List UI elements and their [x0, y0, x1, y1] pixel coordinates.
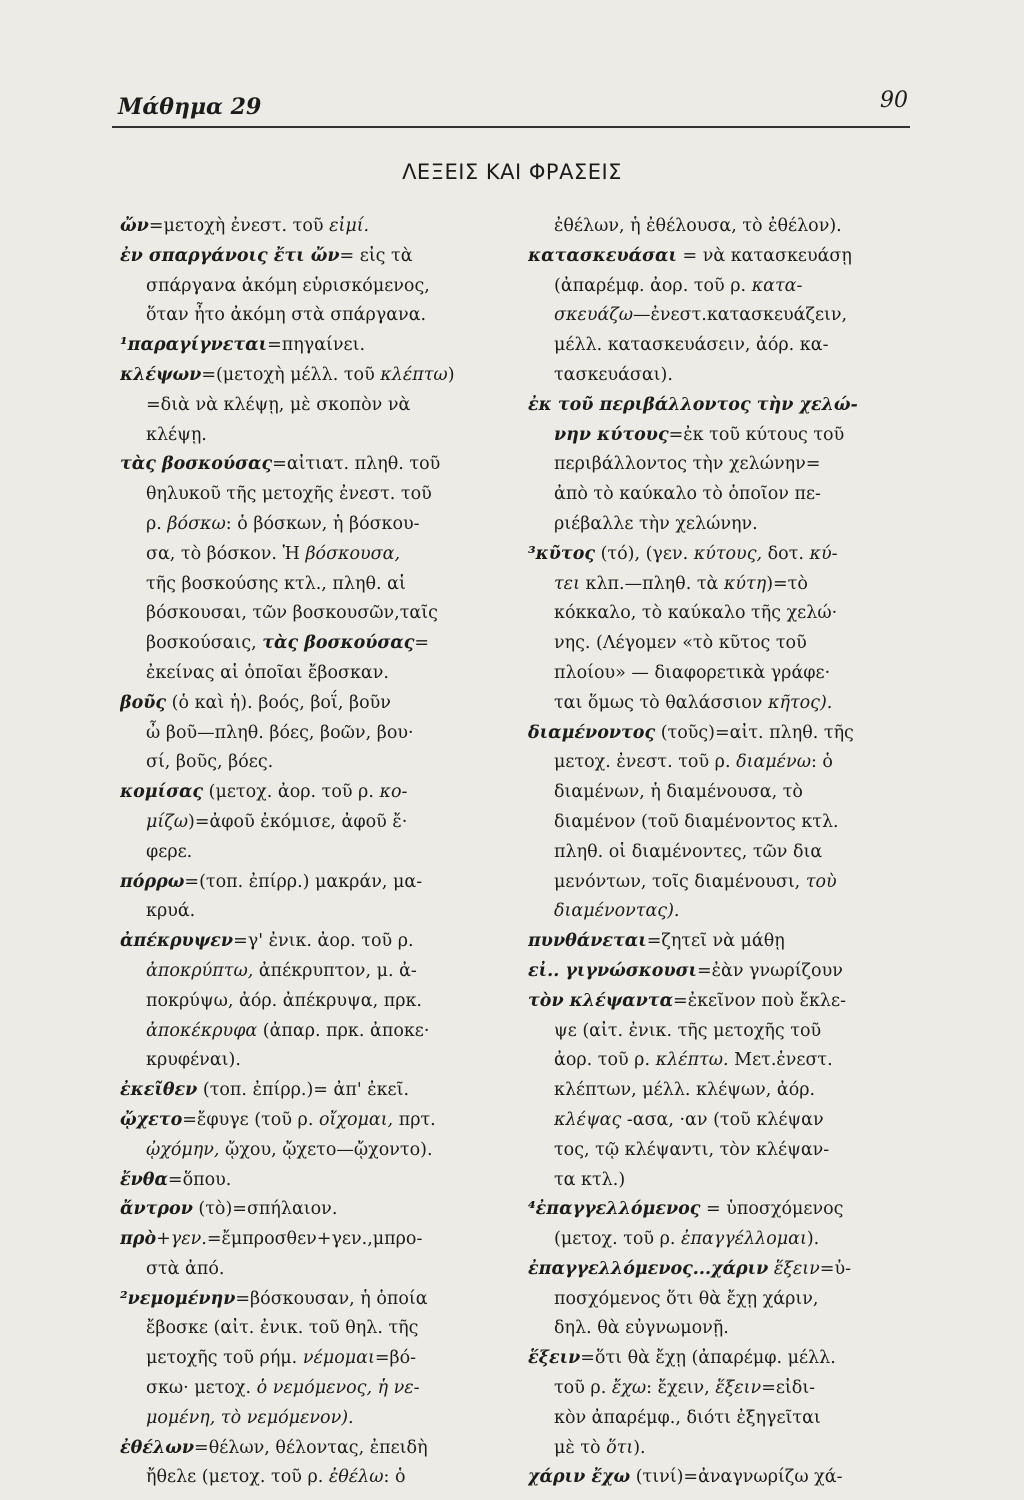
glossary-line: [528, 957, 912, 987]
gloss-text: βόσκουσαι, τῶν βοσκουσῶν,ταῖς: [146, 603, 438, 624]
glossary-line: [120, 987, 504, 1017]
headword: κατασκευάσαι: [528, 245, 677, 266]
glossary-line: [120, 629, 504, 659]
gloss-text: ὅταν ἦτο ἀκόμη στὰ σπάργανα.: [146, 305, 427, 326]
headword: ἐθέλων: [120, 1437, 195, 1458]
glossary-line: [120, 1314, 504, 1344]
gloss-text: κόκκαλο, τὸ καύκαλο τῆς χελώ·: [554, 603, 838, 624]
gloss-text: ἕξειν: [715, 1378, 762, 1399]
gloss-text: ἔχω: [611, 1378, 647, 1399]
gloss-text: ἀποκρύπτω,: [146, 960, 254, 981]
glossary-line: [120, 510, 504, 540]
gloss-text: ): [447, 364, 455, 385]
glossary-line: [528, 748, 912, 778]
gloss-text: εἰμί.: [329, 216, 370, 236]
glossary-line: [528, 570, 912, 600]
glossary-line: [120, 272, 504, 302]
headword: ἐν σπαργάνοις ἔτι ὤν: [120, 245, 340, 266]
gloss-text: θηλυκοῦ τῆς μετοχῆς ἐνεστ. τοῦ: [146, 484, 432, 505]
glossary-line: [528, 868, 912, 898]
gloss-text: =ἔφυγε (τοῦ ρ.: [182, 1109, 319, 1130]
gloss-text: = νὰ κατασκευάσῃ: [676, 245, 852, 266]
glossary-line: [528, 1285, 912, 1315]
glossary-line: [528, 361, 912, 391]
headword: ³κῦτος: [528, 543, 596, 564]
glossary-line: [120, 808, 504, 838]
glossary-line: [120, 1463, 504, 1493]
gloss-text: ἀπὸ τὸ καύκαλο τὸ ὁποῖον πε-: [554, 484, 821, 505]
glossary-line: [120, 659, 504, 689]
gloss-text: (μετοχ. τοῦ ρ.: [554, 1229, 682, 1250]
glossary-left-column: [120, 212, 504, 1493]
glossary-line: [120, 1136, 504, 1166]
glossary-line: [528, 1106, 912, 1136]
headword: κομίσας: [120, 782, 204, 803]
gloss-text: μίζω: [146, 811, 188, 832]
section-title: ΛΕΞΕΙΣ ΚΑΙ ΦΡΑΣΕΙΣ: [402, 160, 622, 184]
glossary-line: [120, 719, 504, 749]
gloss-text: (τὸ)=σπήλαιον.: [192, 1199, 338, 1220]
gloss-text: πλοίου» — διαφορετικὰ γράφε·: [554, 662, 831, 683]
glossary-line: [528, 808, 912, 838]
gloss-text: : ἔχειν,: [646, 1378, 716, 1399]
glossary-line: [528, 1046, 912, 1076]
gloss-text: νης. (Λέγομεν «τὸ κῦτος τοῦ: [554, 633, 807, 654]
glossary-line: [120, 1046, 504, 1076]
glossary-line: [120, 1434, 504, 1464]
glossary-line: [120, 1076, 504, 1106]
glossary-line: [120, 1374, 504, 1404]
glossary-line: [120, 391, 504, 421]
headword: νην κύτους: [554, 424, 669, 445]
headword: τὰς βοσκούσας: [120, 454, 273, 475]
gloss-text: διαμένων, ἡ διαμένουσα, τὸ: [554, 782, 803, 803]
gloss-text: ὦ βοῦ—πληθ. βόες, βοῶν, βου·: [146, 722, 414, 743]
headword: ²νεμομένην: [120, 1288, 236, 1309]
glossary-line: [120, 1106, 504, 1136]
glossary-line: [120, 301, 504, 331]
gloss-text: τοὺ: [805, 871, 837, 892]
glossary-line: [528, 719, 912, 749]
glossary-line: [528, 1344, 912, 1374]
gloss-text: ἐθέλων, ἡ ἐθέλουσα, τὸ ἐθέλον).: [554, 216, 842, 236]
glossary-line: [528, 510, 912, 540]
gloss-text: (ὁ καὶ ἡ). βοός, βοΐ, βοῦν: [166, 692, 391, 713]
glossary-line: [120, 450, 504, 480]
page-header: [118, 88, 908, 128]
glossary-line: [120, 1225, 504, 1255]
headword: εἰ.. γιγνώσκουσι: [528, 960, 697, 981]
gloss-text: σα, τὸ βόσκον. Ἡ: [146, 543, 306, 564]
headword: τὸν κλέψαντα: [528, 990, 674, 1011]
gloss-text: (τινί)=ἀναγνωρίζω χά-: [630, 1467, 843, 1488]
gloss-text: βόσκω: [167, 513, 226, 534]
glossary-line: [120, 1195, 504, 1225]
gloss-text: μομένη, τὸ νεμόμενον).: [146, 1407, 354, 1428]
headword: ᾤχετο: [120, 1109, 183, 1130]
gloss-text: κλέπτω.: [655, 1050, 729, 1071]
glossary-line: [528, 450, 912, 480]
headword: πόρρω: [120, 871, 185, 892]
gloss-text: =βό-: [374, 1348, 417, 1369]
gloss-text: : ὁ: [383, 1467, 406, 1488]
headword: ἄντρον: [120, 1199, 193, 1220]
gloss-text: ται ὅμως τὸ θαλάσσιον: [554, 692, 768, 713]
gloss-text: ὅτι: [606, 1437, 634, 1458]
gloss-text: =εἰδι-: [761, 1378, 816, 1399]
glossary-line: [528, 1314, 912, 1344]
glossary-line: [120, 421, 504, 451]
gloss-text: κλπ.—πληθ. τὰ: [579, 573, 724, 594]
glossary-line: [528, 778, 912, 808]
headword: πυνθάνεται: [528, 931, 647, 952]
gloss-text: =ἐκεῖνον ποὺ ἔκλε-: [673, 990, 846, 1011]
glossary-line: [528, 1463, 912, 1493]
headword: ἕξειν: [528, 1348, 581, 1369]
glossary-right-column: [528, 212, 912, 1493]
gloss-text: κλέψας: [554, 1109, 622, 1130]
gloss-text: )=ἀφοῦ ἐκόμισε, ἀφοῦ ἔ·: [188, 811, 408, 832]
gloss-text: (τοπ. ἐπίρρ.)= ἀπ' ἐκεῖ.: [197, 1080, 410, 1101]
gloss-text: κατα-: [751, 275, 803, 296]
gloss-text: ).: [633, 1437, 646, 1458]
glossary-line: [120, 778, 504, 808]
gloss-text: διαμένοντας).: [554, 901, 680, 922]
gloss-text: ἐθέλω: [328, 1467, 384, 1488]
gloss-text: =μετοχὴ ἐνεστ. τοῦ: [148, 216, 330, 236]
headword: ἐπαγγελλόμενος...χάριν: [528, 1258, 769, 1279]
gloss-text: μέλλ. κατασκευάσειν, ἀόρ. κα-: [554, 335, 829, 356]
glossary-line: [528, 1255, 912, 1285]
gloss-text: =ὅτι θὰ ἔχῃ (ἀπαρέμφ. μέλλ.: [580, 1348, 836, 1369]
glossary-line: [120, 748, 504, 778]
headword: βοῦς: [120, 692, 167, 713]
gloss-text: κὸν ἀπαρέμφ., διότι ἐξηγεῖται: [554, 1407, 821, 1428]
headword: ὤν: [120, 216, 149, 236]
gloss-text: σκευάζω: [554, 305, 634, 326]
gloss-text: =ἔμπροσθεν+γεν.,μπρο-: [206, 1229, 423, 1250]
gloss-text: κρυά.: [146, 901, 196, 922]
gloss-text: =αἰτιατ. πληθ. τοῦ: [272, 454, 441, 475]
gloss-text: =ζητεῖ νὰ μάθῃ: [646, 931, 785, 952]
gloss-text: ποκρύψω, ἀόρ. ἀπέκρυψα, πρκ.: [146, 990, 422, 1011]
headword: ⁴ἐπαγγελλόμενος: [528, 1199, 701, 1220]
gloss-text: ψε (αἰτ. ἐνικ. τῆς μετοχῆς τοῦ: [554, 1020, 822, 1041]
glossary-line: [528, 272, 912, 302]
glossary-line: [528, 1017, 912, 1047]
gloss-text: =διὰ νὰ κλέψῃ, μὲ σκοπὸν νὰ: [146, 394, 411, 415]
gloss-text: ).: [806, 1229, 820, 1250]
headword: ἀπέκρυψεν: [120, 931, 234, 952]
gloss-text: κο-: [379, 782, 408, 803]
gloss-text: = εἰς τὰ: [339, 245, 413, 266]
glossary-line: [120, 838, 504, 868]
glossary-line: [120, 480, 504, 510]
gloss-text: πληθ. οἱ διαμένοντες, τῶν δια: [554, 841, 823, 862]
gloss-text: δοτ.: [762, 543, 810, 564]
gloss-text: =βόσκουσαν, ἡ ὁποία: [235, 1288, 428, 1309]
glossary-line: [120, 1404, 504, 1434]
glossary-line: [120, 212, 504, 242]
gloss-text: ὁ νεμόμενος, ἡ νε-: [256, 1378, 420, 1399]
gloss-text: (τό), (γεν.: [595, 543, 694, 564]
glossary-line: [528, 599, 912, 629]
gloss-text: κρυφέναι).: [146, 1050, 241, 1071]
gloss-text: μετοχ. ἐνεστ. τοῦ ρ.: [554, 752, 737, 773]
glossary-line: [528, 659, 912, 689]
gloss-text: =θέλων, θέλοντας, ἐπειδὴ: [194, 1437, 428, 1458]
gloss-text: : ὁ βόσκων, ἡ βόσκου-: [225, 513, 420, 534]
gloss-text: +: [156, 1229, 171, 1250]
headword: ἐκ τοῦ περιβάλλοντος τὴν χελώ-: [528, 394, 858, 415]
glossary-line: [528, 1195, 912, 1225]
glossary-line: [528, 897, 912, 927]
headword: πρὸ: [120, 1229, 157, 1250]
glossary-line: [120, 1166, 504, 1196]
gloss-text: ἀορ. τοῦ ρ.: [554, 1050, 656, 1071]
glossary-line: [528, 1225, 912, 1255]
glossary-line: [528, 331, 912, 361]
gloss-text: (ἀπαρέμφ. ἀορ. τοῦ ρ.: [554, 275, 752, 296]
gloss-text: κύτους,: [693, 543, 763, 564]
glossary-line: [528, 540, 912, 570]
gloss-text: κλέπτων, μέλλ. κλέψων, ἀόρ.: [554, 1080, 816, 1101]
gloss-text: ριέβαλλε τὴν χελώνην.: [554, 513, 758, 534]
gloss-text: : ὁ: [810, 752, 833, 773]
gloss-text: κύ-: [809, 543, 838, 564]
gloss-text: τοῦ ρ.: [554, 1378, 612, 1399]
glossary-line: [120, 868, 504, 898]
glossary-line: [528, 301, 912, 331]
gloss-text: μὲ τὸ: [554, 1437, 607, 1458]
glossary-line: [528, 838, 912, 868]
gloss-text: μετοχῆς τοῦ ρήμ.: [146, 1348, 303, 1369]
glossary-line: [120, 361, 504, 391]
glossary-line: [528, 1374, 912, 1404]
gloss-text: =(μετοχὴ μέλλ. τοῦ: [201, 364, 381, 385]
glossary-line: [528, 927, 912, 957]
glossary-line: [528, 212, 912, 242]
glossary-line: [120, 242, 504, 272]
glossary-line: [120, 1017, 504, 1047]
gloss-text: μενόντων, τοῖς διαμένουσι,: [554, 871, 806, 892]
glossary-line: [528, 1136, 912, 1166]
gloss-text: περιβάλλοντος τὴν χελώνην=: [554, 454, 821, 475]
gloss-text: =: [414, 633, 430, 654]
gloss-text: δηλ. θὰ εὐγνωμονῇ.: [554, 1318, 729, 1339]
gloss-text: =πηγαίνει.: [267, 335, 366, 356]
headword: ¹παραγίγνεται: [120, 335, 268, 356]
glossary-line: [120, 540, 504, 570]
gloss-text: τασκευάσαι).: [554, 364, 673, 385]
glossary-line: [120, 599, 504, 629]
gloss-text: )=τὸ: [766, 573, 808, 594]
gloss-text: = ὑποσχόμενος: [700, 1199, 844, 1220]
gloss-text: =γ' ἐνικ. ἀορ. τοῦ ρ.: [233, 931, 414, 952]
glossary-line: [528, 689, 912, 719]
gloss-text: (τοῦς)=αἰτ. πληθ. τῆς: [655, 722, 854, 743]
gloss-text: γεν.: [170, 1229, 207, 1250]
gloss-text: τει: [554, 573, 580, 594]
glossary-line: [120, 897, 504, 927]
gloss-text: βόσκουσα,: [305, 543, 401, 564]
glossary-line: [120, 689, 504, 719]
headword: ἐκεῖθεν: [120, 1080, 198, 1101]
gloss-text: Μετ.ἐνεστ.: [728, 1050, 833, 1071]
glossary-line: [120, 1285, 504, 1315]
glossary-line: [120, 570, 504, 600]
gloss-text: οἴχομαι,: [318, 1109, 394, 1130]
gloss-text: ἤθελε (μετοχ. τοῦ ρ.: [146, 1467, 329, 1488]
gloss-text: βοσκούσαις,: [146, 633, 263, 654]
glossary-line: [528, 1076, 912, 1106]
glossary-line: [528, 987, 912, 1017]
glossary-line: [120, 927, 504, 957]
gloss-text: σκω· μετοχ.: [146, 1378, 257, 1399]
gloss-text: κλέπτω: [380, 364, 448, 385]
page-number: 90: [880, 88, 908, 113]
gloss-text: ρ.: [146, 513, 168, 534]
gloss-text: σί, βοῦς, βόες.: [146, 752, 274, 773]
gloss-text: =ὑ-: [819, 1258, 852, 1279]
gloss-text: ἐκείνας αἱ ὁποῖαι ἔβοσκαν.: [146, 662, 389, 683]
gloss-text: ἀποκέκρυφα: [146, 1020, 258, 1041]
glossary-line: [528, 391, 912, 421]
gloss-text: νέμομαι: [302, 1348, 375, 1369]
gloss-text: διαμένον (τοῦ διαμένοντος κτλ.: [554, 811, 839, 832]
gloss-text: ἐπαγγέλλομαι: [681, 1229, 807, 1250]
lesson-label: Μάθημα 29: [118, 94, 262, 120]
glossary-line: [528, 629, 912, 659]
gloss-text: πρτ.: [393, 1109, 436, 1130]
gloss-text: κλέψῃ.: [146, 424, 207, 445]
glossary-line: [528, 1166, 912, 1196]
gloss-text: στὰ ἀπό.: [146, 1258, 225, 1279]
glossary-line: [528, 1434, 912, 1464]
gloss-text: ἕξειν: [773, 1258, 820, 1279]
headword: τὰς βοσκούσας: [262, 633, 415, 654]
gloss-text: =(τοπ. ἐπίρρ.) μακράν, μα-: [184, 871, 423, 892]
gloss-text: —ἐνεστ.κατασκευάζειν,: [633, 305, 848, 326]
glossary-line: [528, 480, 912, 510]
headword: χάριν ἔχω: [528, 1467, 631, 1488]
glossary-line: [120, 1344, 504, 1374]
glossary-line: [120, 1255, 504, 1285]
headword: κλέψων: [120, 364, 202, 385]
gloss-text: ποσχόμενος ὅτι θὰ ἔχῃ χάριν,: [554, 1288, 819, 1309]
gloss-text: =ὅπου.: [167, 1169, 232, 1190]
gloss-text: τῆς βοσκούσης κτλ., πληθ. αἱ: [146, 573, 406, 594]
glossary-line: [528, 1404, 912, 1434]
gloss-text: ἔβοσκε (αἰτ. ἐνικ. τοῦ θηλ. τῆς: [146, 1318, 419, 1339]
gloss-text: ᾤχου, ᾤχετο—ᾤχοντο).: [219, 1139, 433, 1160]
gloss-text: διαμένω: [736, 752, 811, 773]
headword: διαμένοντος: [528, 722, 656, 743]
glossary-line: [120, 331, 504, 361]
glossary-line: [528, 242, 912, 272]
glossary-line: [528, 421, 912, 451]
gloss-text: ᾠχόμην,: [146, 1139, 220, 1160]
glossary-line: [120, 957, 504, 987]
gloss-text: =ἐὰν γνωρίζουν: [696, 960, 843, 981]
gloss-text: (μετοχ. ἀορ. τοῦ ρ.: [203, 782, 380, 803]
gloss-text: κύτη: [723, 573, 767, 594]
gloss-text: τος, τῷ κλέψαντι, τὸν κλέψαν-: [554, 1139, 830, 1160]
gloss-text: φερε.: [146, 841, 193, 862]
headword: ἔνθα: [120, 1169, 168, 1190]
gloss-text: (ἀπαρ. πρκ. ἀποκε·: [257, 1020, 430, 1041]
gloss-text: =ἐκ τοῦ κύτους τοῦ: [668, 424, 845, 445]
gloss-text: κῆτος).: [768, 692, 833, 713]
gloss-text: τα κτλ.): [554, 1169, 626, 1190]
gloss-text: σπάργανα ἀκόμη εὑρισκόμενος,: [146, 275, 430, 296]
gloss-text: -ασα, ·αν (τοῦ κλέψαν: [621, 1109, 824, 1130]
gloss-text: ἀπέκρυπτον, μ. ἀ-: [253, 960, 417, 981]
header-rule: [112, 126, 910, 128]
